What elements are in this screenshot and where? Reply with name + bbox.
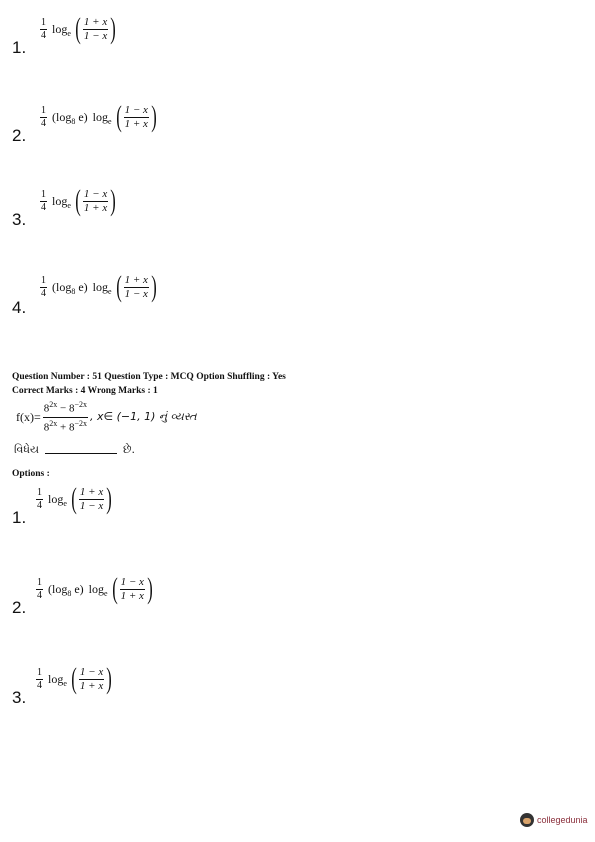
coefficient-fraction: $\frac{1}{4}$ [41, 188, 46, 213]
coefficient-fraction: $\frac{1}{4}$ [41, 274, 46, 299]
coefficient-fraction: $\frac{1}{4}$ [41, 104, 46, 129]
question-function [16, 401, 197, 433]
question-meta-line-2: Correct Marks : 4 Wrong Marks : 1 [12, 386, 158, 396]
option-3-expression: $\frac{1}{4}$ $\log_e$ ( $\frac{1 - x}{1 + x}$ ) [41, 184, 116, 217]
option-4-expression: $\frac{1}{4}$ ($\log_8$ e) $\log_e$ ( $\frac{1 + x}{1 - x}$ ) [41, 270, 157, 303]
option-1-expression: $\frac{1}{4}$ $\log_e$ ( $\frac{1 + x}{1 - x}$ ) [41, 12, 116, 45]
log-base8-term: ($\log_8$ e) [52, 109, 88, 126]
logo-text: collegedunia [537, 815, 588, 825]
log-term: $\log_e$ [52, 21, 71, 38]
log-term: $\log_e$ [92, 279, 112, 296]
option-b1-number: 1. [12, 508, 27, 527]
log-term: $\log_e$ [48, 491, 67, 508]
collegedunia-logo [520, 813, 588, 827]
option-3-number: 3. [12, 210, 27, 229]
option-b3-expression: $\frac{1}{4}$ $\log_e$ ( $\frac{1 - x}{1 + x}$ ) [37, 662, 112, 695]
option-2-expression: $\frac{1}{4}$ ($\log_8$ e) $\log_e$ ( $\frac{1 - x}{1 + x}$ ) [41, 100, 157, 133]
option-b3-number: 3. [12, 688, 27, 707]
fx-fraction: $\frac{8^{2x} - 8^{-2x}}{8^{2x} + 8^{-2x}}$ [43, 400, 87, 434]
question-meta-line-1: Question Number : 51 Question Type : MCQ Option Shuffling : Yes [12, 372, 286, 382]
coefficient-fraction: $\frac{1}{4}$ [41, 16, 46, 41]
option-b2-expression: $\frac{1}{4}$ ($\log_8$ e) $\log_e$ ( $\frac{1 - x}{1 + x}$ ) [37, 572, 153, 605]
line2-end: છે. [122, 443, 135, 456]
coefficient-fraction: $\frac{1}{4}$ [37, 486, 42, 511]
fx-label: f(x)= [16, 409, 41, 424]
option-4-number: 4. [12, 298, 27, 317]
option-2-number: 2. [12, 126, 27, 145]
log-term: $\log_e$ [48, 671, 67, 688]
option-b2-number: 2. [12, 598, 27, 617]
log-term: $\log_e$ [88, 581, 108, 598]
line2-word: વિધેય [14, 443, 39, 456]
log-base8-term: ($\log_8$ e) [48, 581, 84, 598]
option-1-number: 1. [12, 38, 27, 57]
log-term: $\log_e$ [52, 193, 71, 210]
question-line-2 [14, 443, 135, 457]
coefficient-fraction: $\frac{1}{4}$ [37, 666, 42, 691]
options-label: Options : [12, 469, 50, 479]
mascot-icon [520, 813, 534, 827]
domain-text: , x∈ (−1, 1) નું વ્યસ્ત [90, 410, 197, 424]
answer-blank [45, 453, 117, 454]
coefficient-fraction: $\frac{1}{4}$ [37, 576, 42, 601]
log-base8-term: ($\log_8$ e) [52, 279, 88, 296]
log-term: $\log_e$ [92, 109, 112, 126]
option-b1-expression: $\frac{1}{4}$ $\log_e$ ( $\frac{1 + x}{1 - x}$ ) [37, 482, 112, 515]
